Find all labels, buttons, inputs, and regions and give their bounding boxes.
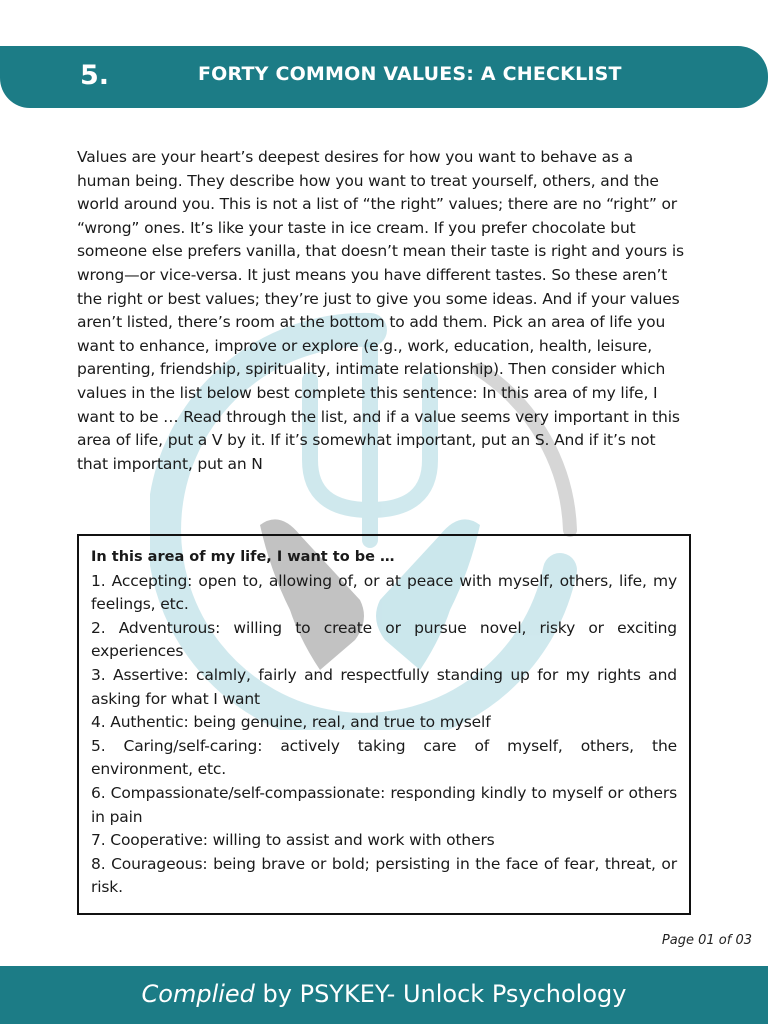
checklist-heading: In this area of my life, I want to be … (91, 549, 395, 565)
values-list (91, 570, 677, 900)
value-item-accepting: 1. Accepting: open to, allowing of, or at peace with myself, others, life, my feelings, etc. (91, 571, 677, 614)
value-item-caring: 5. Caring/self-caring: actively taking care of myself, others, the environment, etc. (91, 736, 677, 779)
value-item-cooperative: 7. Cooperative: willing to assist and work with others (91, 831, 495, 850)
values-checklist-box (77, 534, 691, 915)
footer-credit-text: by PSYKEY- Unlock Psychology (254, 980, 627, 1008)
footer-credit-italic: Complied (141, 980, 255, 1008)
value-item-authentic: 4. Authentic: being genuine, real, and true to myself (91, 713, 491, 732)
header-bar (0, 46, 768, 108)
value-item-adventurous: 2. Adventurous: willing to create or pursue novel, risky or exciting experiences (91, 618, 677, 661)
page-title: FORTY COMMON VALUES: A CHECKLIST (198, 63, 622, 85)
value-item-compassionate: 6. Compassionate/self-compassionate: responding kindly to myself or others in pain (91, 783, 677, 826)
footer-bar (0, 966, 768, 1024)
intro-paragraph: Values are your heart’s deepest desires for how you want to behave as a human being. They describe how you want to treat yourself, others, and the world around you. This is not a list of “the right” values; there are no “right” or “wrong” ones. It’s like your taste in ice cream. If you prefer chocolate but someone else prefers vanilla, that doesn’t mean their taste is right and yours is wrong—or vice-versa. It just means you have different tastes. So these aren’t the right or best values; they’re just to give you some ideas. And if your values aren’t listed, there’s room at the bottom to add them. Pick an area of life you want to enhance, improve or explore (e.g., work, education, health, leisure, parenting, friendship, spirituality, intimate relationship). Then consider which values in the list below best complete this sentence: In this area of my life, I want to be … Read through the list, and if a value seems very important in this area of life, put a V by it. If it’s somewhat important, put an S. And if it’s not that important, put an N (77, 148, 684, 473)
section-number: 5. (80, 60, 110, 91)
value-item-assertive: 3. Assertive: calmly, fairly and respectfully standing up for my rights and asking for what I want (91, 665, 677, 708)
value-item-courageous: 8. Courageous: being brave or bold; persisting in the face of fear, threat, or risk. (91, 854, 677, 897)
page-number: Page 01 of 03 (661, 933, 752, 948)
